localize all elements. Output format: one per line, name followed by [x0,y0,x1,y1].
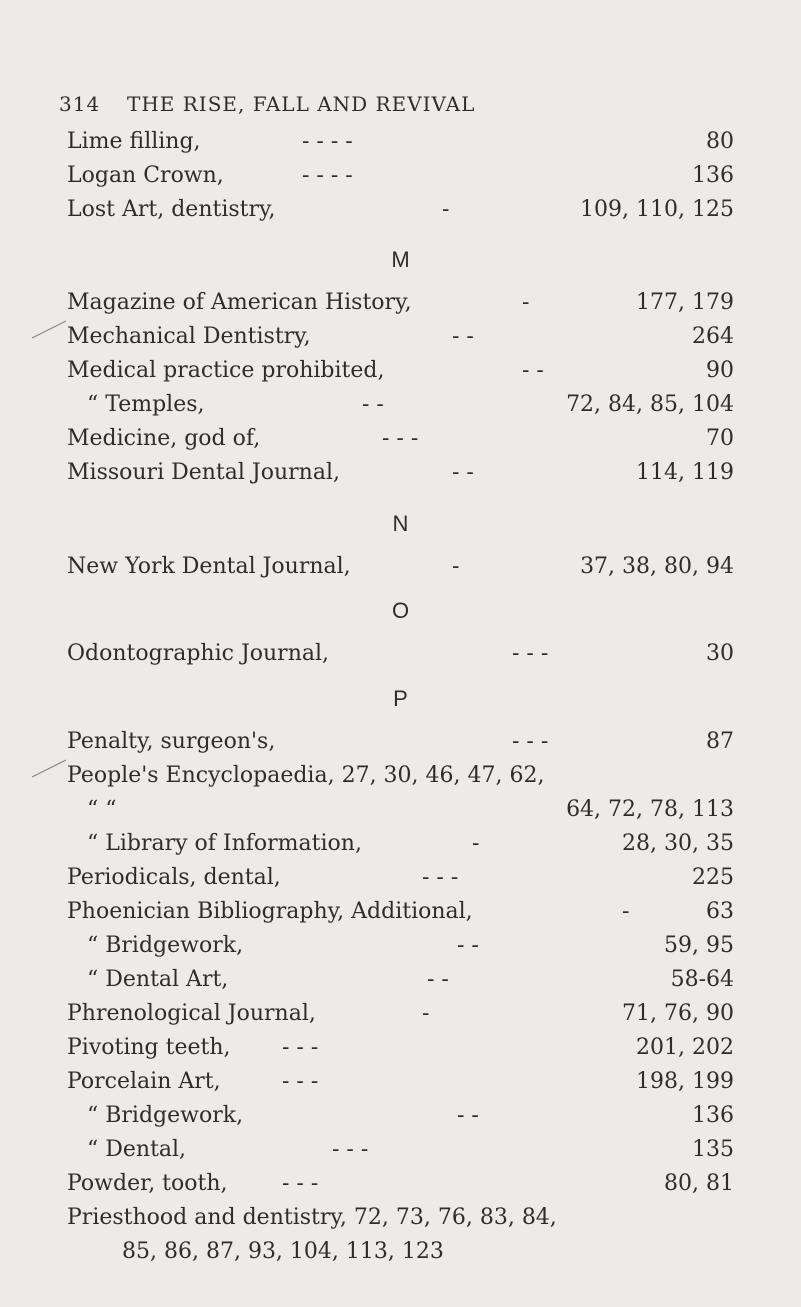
index-entry [67,1099,734,1133]
index-entry-continuation [67,1235,734,1269]
index-entry [67,637,734,671]
index-entry [67,759,734,793]
entry-pages: 37, 38, 80, 94 [580,554,734,579]
entry-pages: 264 [692,324,734,349]
index-entry [67,997,734,1031]
entry-label: Periodicals, dental, [67,865,281,890]
index-entry [67,793,734,827]
entry-pages: 136 [692,1103,734,1128]
entry-pages: 64, 72, 78, 113 [566,797,734,822]
entry-label: Lime filling, [67,129,201,154]
entry-label: Phoenician Bibliography, Additional, [67,899,473,924]
entry-pages: 198, 199 [636,1069,734,1094]
entry-label: Odontographic Journal, [67,641,330,666]
index-entry [67,550,734,584]
entry-label: Missouri Dental Journal, [67,460,340,485]
pencil-mark [30,318,70,340]
index-entry [67,422,734,456]
entry-label: Medicine, god of, [67,426,261,451]
entry-pages: 201, 202 [636,1035,734,1060]
entry-pages: 59, 95 [664,933,734,958]
entry-leader: - - - [512,641,549,666]
entry-leader: - - - - [302,163,353,188]
entry-pages: 58-64 [670,967,734,992]
index-entry [67,929,734,963]
entry-label: Powder, tooth, [67,1171,228,1196]
entry-pages: 109, 110, 125 [580,197,734,222]
entry-label: “ Dental, [87,1137,187,1162]
entry-pages: 225 [692,865,734,890]
entry-leader: - [472,831,480,856]
index-entry [67,963,734,997]
entry-leader: - - [457,1103,479,1128]
index-entry [67,456,734,490]
entry-leader: - - - [332,1137,369,1162]
running-title: THE RISE, FALL AND REVIVAL [127,92,476,116]
page-number: 314 [59,92,101,116]
entry-label: “ Bridgework, [87,933,244,958]
entry-pages: 114, 119 [636,460,734,485]
entry-label: “ Bridgework, [87,1103,244,1128]
entry-leader: - [522,290,530,315]
entry-leader: - - - [512,729,549,754]
entry-pages: 28, 30, 35 [622,831,734,856]
entry-leader: - - - [422,865,459,890]
index-entry [67,354,734,388]
index-entry [67,1031,734,1065]
index-entry [67,1167,734,1201]
entry-label: Logan Crown, [67,163,224,188]
entry-label: Lost Art, dentistry, [67,197,276,222]
section-letter-m: M [391,247,410,272]
entry-label: People's Encyclopaedia, 27, 30, 46, 47, 62, [67,763,545,788]
index-entry [67,388,734,422]
index-entry [67,159,734,193]
entry-label: “ “ [87,797,117,822]
index-entry [67,725,734,759]
entry-pages: 80, 81 [664,1171,734,1196]
entry-leader: - [452,554,460,579]
entry-leader: - - - [282,1035,319,1060]
entry-label: Mechanical Dentistry, [67,324,311,349]
entry-leader: - - [452,460,474,485]
index-entry [67,125,734,159]
entry-label: New York Dental Journal, [67,554,351,579]
entry-leader: - - - [282,1069,319,1094]
index-entry [67,193,734,227]
entry-pages: 30 [706,641,734,666]
entry-leader: - - [452,324,474,349]
index-entry [67,861,734,895]
section-letter-o: O [391,598,410,623]
entry-label: Pivoting teeth, [67,1035,231,1060]
index-entry [67,1201,734,1235]
entry-pages: 90 [706,358,734,383]
index-entry [67,1133,734,1167]
running-header [59,92,475,116]
entry-leader: - [422,1001,430,1026]
entry-label: Porcelain Art, [67,1069,221,1094]
section-letter-n: N [392,511,409,536]
entry-leader: - [622,899,630,924]
pencil-mark [30,757,70,779]
entry-label: Penalty, surgeon's, [67,729,276,754]
entry-pages: 72, 84, 85, 104 [566,392,734,417]
entry-label: 85, 86, 87, 93, 104, 113, 123 [122,1239,444,1264]
entry-leader: - - - [282,1171,319,1196]
entry-leader: - - [457,933,479,958]
entry-label: Medical practice prohibited, [67,358,385,383]
entry-leader: - - - - [302,129,353,154]
index-entry [67,827,734,861]
entry-pages: 87 [706,729,734,754]
entry-leader: - - [522,358,544,383]
entry-leader: - - [362,392,384,417]
entry-pages: 71, 76, 90 [622,1001,734,1026]
entry-pages: 136 [692,163,734,188]
section-letter-p: P [393,686,408,711]
entry-pages: 177, 179 [636,290,734,315]
index-entry [67,895,734,929]
entry-label: “ Temples, [87,392,205,417]
entry-pages: 135 [692,1137,734,1162]
entry-leader: - - [427,967,449,992]
entry-label: Priesthood and dentistry, 72, 73, 76, 83, 84, [67,1205,557,1230]
entry-pages: 70 [706,426,734,451]
index-entry [67,1065,734,1099]
entry-pages: 63 [706,899,734,924]
entry-leader: - - - [382,426,419,451]
index-entry [67,286,734,320]
index-entry [67,320,734,354]
entry-leader: - [442,197,450,222]
entry-label: Phrenological Journal, [67,1001,316,1026]
entry-pages: 80 [706,129,734,154]
entry-label: “ Dental Art, [87,967,229,992]
entry-label: “ Library of Information, [87,831,362,856]
entry-label: Magazine of American History, [67,290,412,315]
